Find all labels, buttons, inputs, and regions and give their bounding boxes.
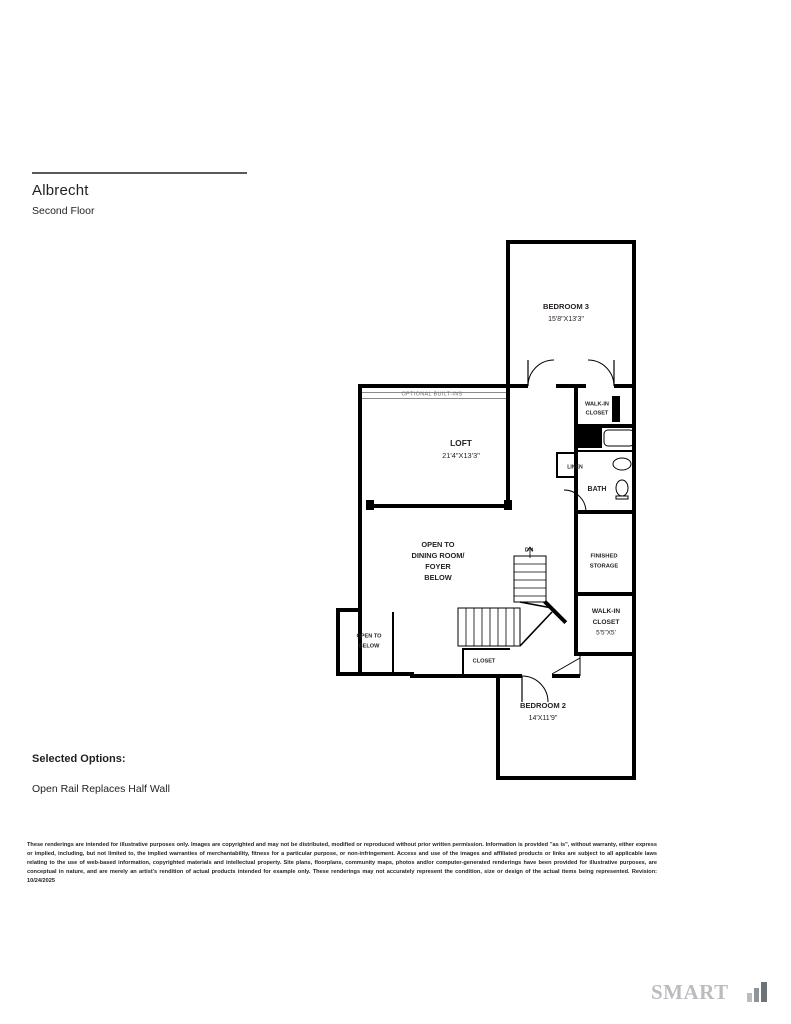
room-label: CLOSET [592,618,620,626]
room-dimensions: 21'4"X13'3" [442,450,480,460]
room-label: BEDROOM 3 [543,302,589,311]
bar-chart-icon [747,982,771,1002]
annotation: DINING ROOM/ [411,550,465,560]
room-label: WALK-IN [591,607,621,615]
page-title: Albrecht [32,182,89,199]
room-label: WALK-IN [585,401,609,408]
floor-subtitle: Second Floor [32,205,95,217]
room-dimensions: 14'X11'9" [528,714,558,722]
room-dimensions: 5'5"X5' [596,629,616,637]
room-label: BELOW [358,643,380,650]
disclaimer-text: These renderings are intended for illustrative purposes only. Images are copyrighted and may not be distributed, modified or reproduced without prior written permission. Information is provided "as is", without warranty, either express or implied, including, but not limited to, the implied warranties of merchantability, fitness for a particular purpose, or non-infringement. Access and use of the images and affiliated products or links are subject to all applicable laws relating to the use of web-based information, copyrighted materials and intellectual property. Site plans, floorplans, community maps, photos and/or computer-generated renderings have been provided for illustrative purposes, are conceptual in nature, and are merely an artist's rendition of actual products intended for example only. These renderings may not accurately represent the condition, size or design of the actual items being represented. Revision: 10/24/2025 [27,842,657,885]
room-label: CLOSET [585,410,609,417]
room-dimensions: 15'8"X13'3" [548,315,584,323]
room-label: BEDROOM 2 [520,701,566,710]
annotation: BELOW [424,572,452,582]
smart-logo [651,979,771,1007]
room-label: OPEN TO [356,633,382,640]
room-label: FINISHED [590,553,618,560]
annotation-stair-direction: DN [524,547,534,554]
annotation: OPEN TO [421,539,455,549]
floorplan-drawing [330,228,660,798]
annotation-optional-built-ins: OPTIONAL BUILT-INS [401,391,463,398]
room-label: LOFT [450,438,472,449]
room-label: STORAGE [589,563,619,570]
floorplan-walls [336,240,636,780]
room-label: LINEN [567,464,583,471]
annotation: FOYER [425,561,451,571]
logo-wordmark: SMART [651,980,729,1004]
selected-option-item: Open Rail Replaces Half Wall [32,783,170,795]
selected-options-title: Selected Options: [32,753,126,765]
room-label: CLOSET [472,658,496,665]
title-divider [32,172,247,174]
room-label: BATH [587,485,607,493]
